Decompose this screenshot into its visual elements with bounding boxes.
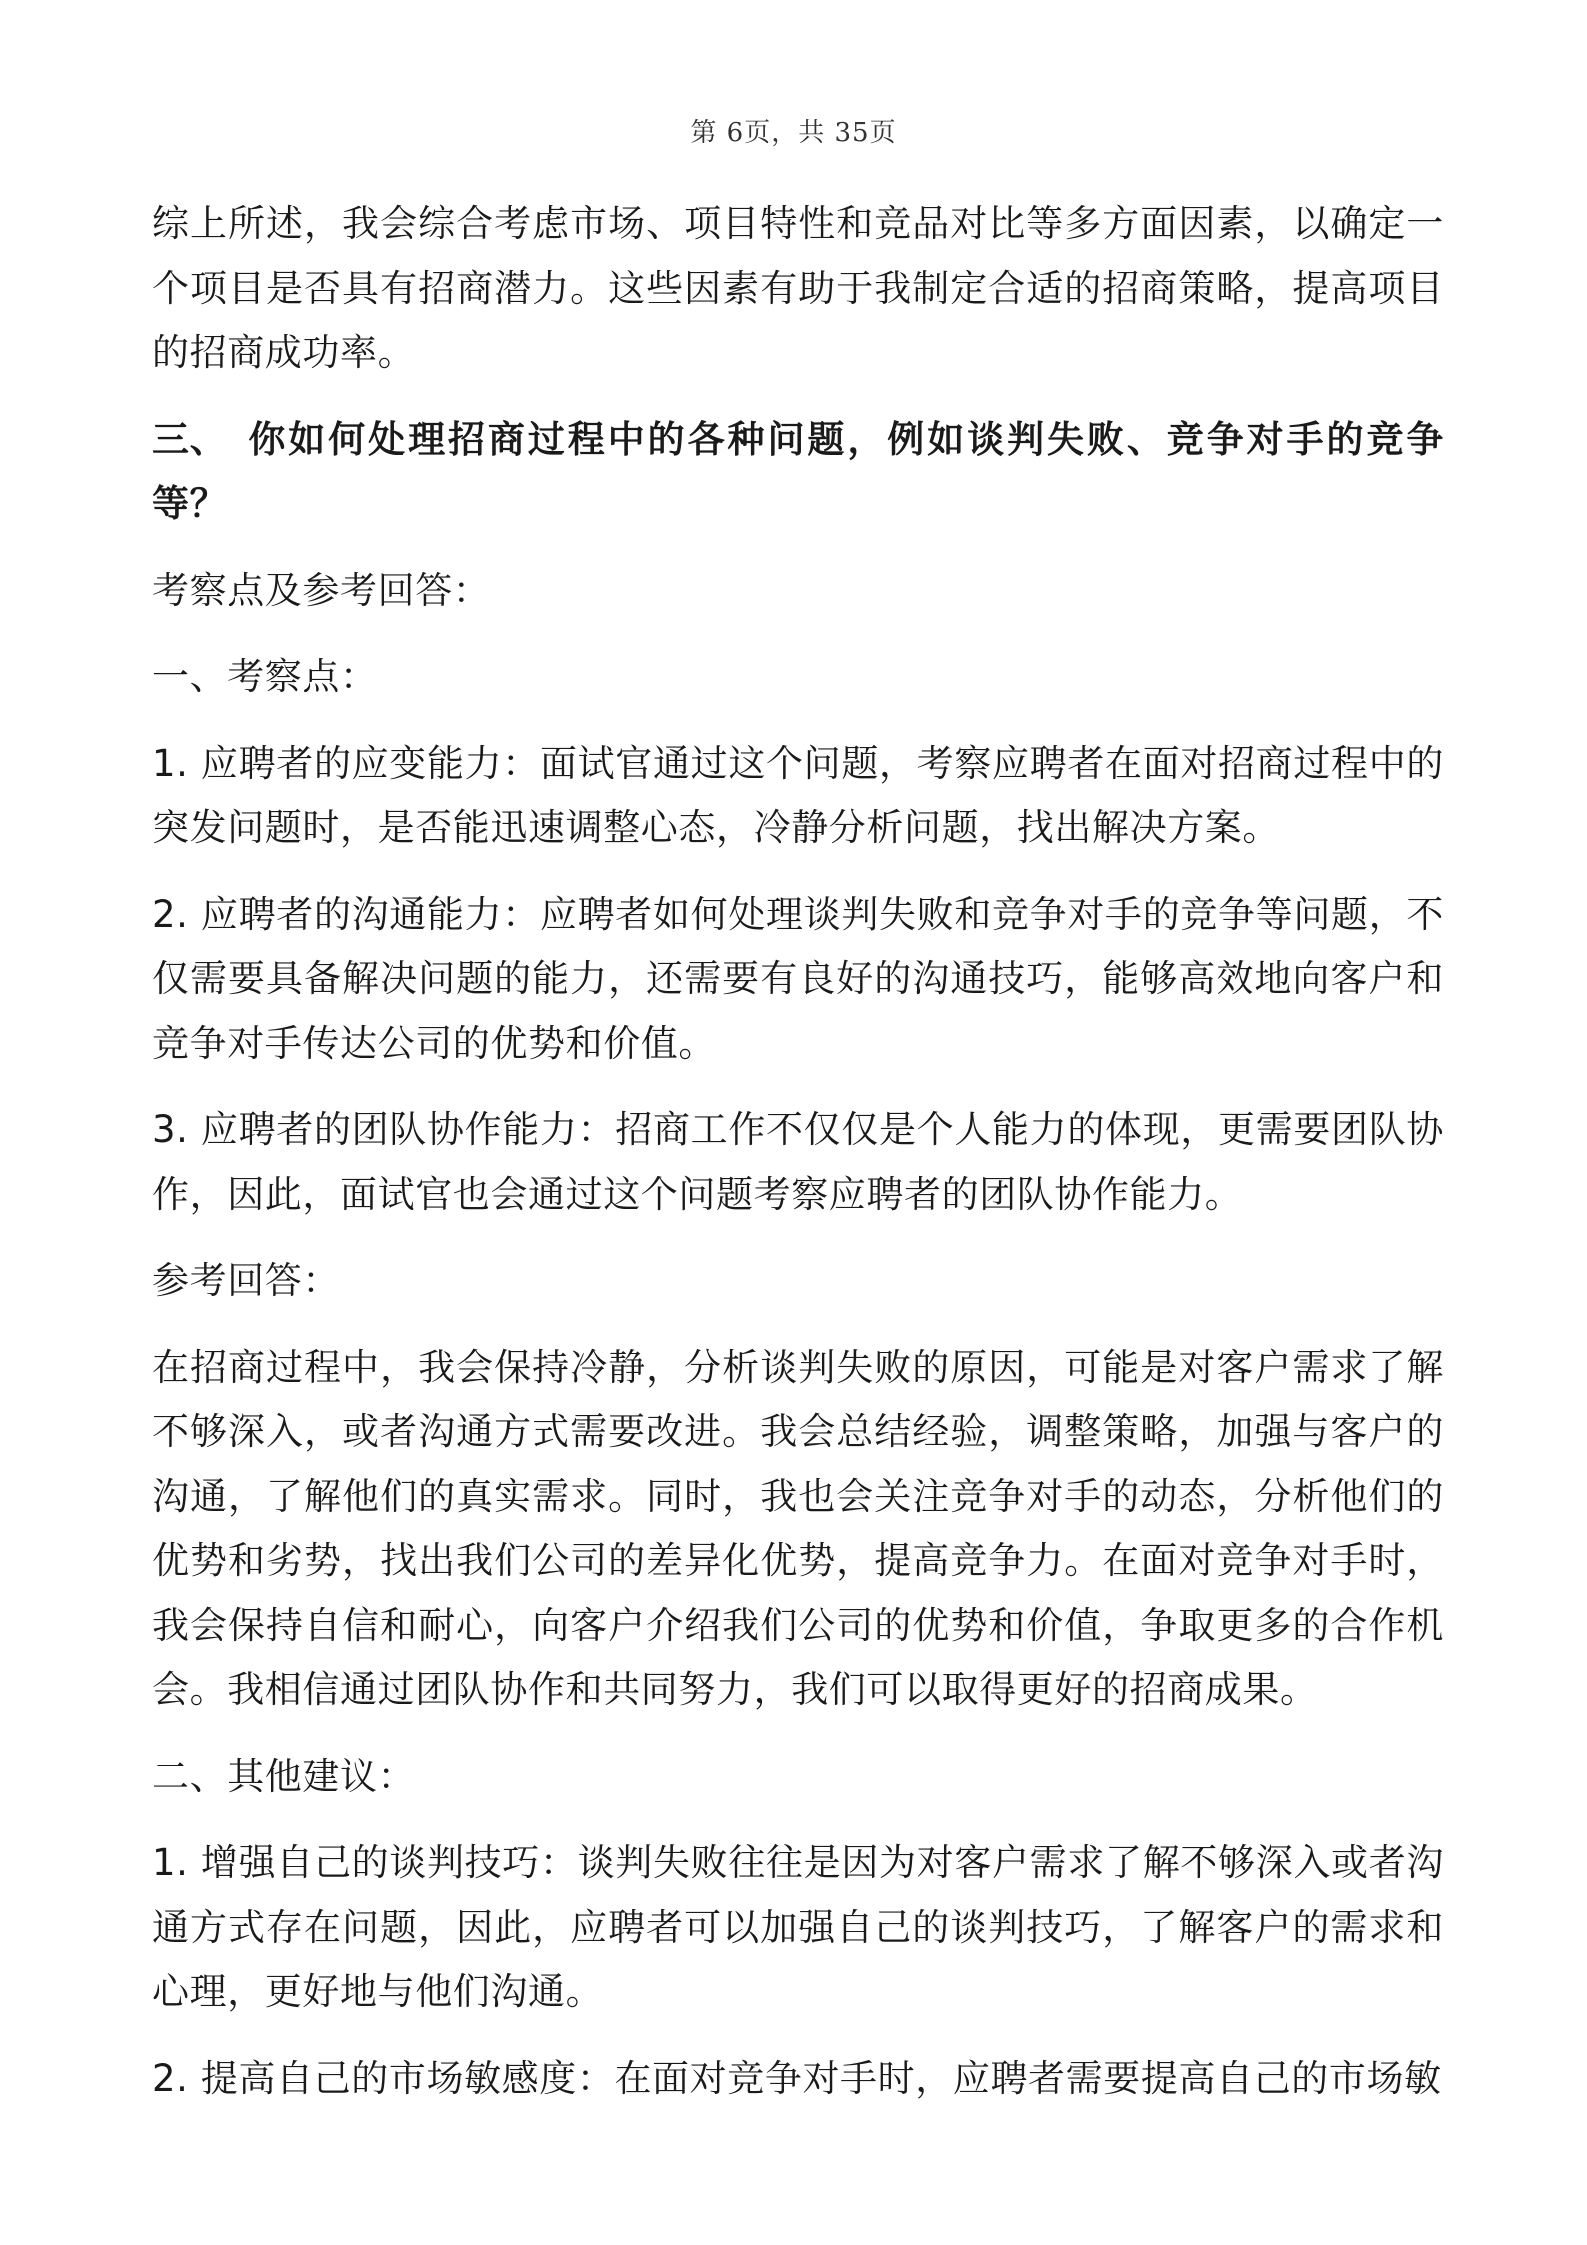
section-number: 三、 xyxy=(152,417,228,461)
suggestion-2: 2. 提高自己的市场敏感度：在面对竞争对手时，应聘者需要提高自己的市场敏 xyxy=(152,2056,1442,2100)
section-heading-text: 你如何处理招商过程中的各种问题，例如谈判失败、竞争对手的竞争等？ xyxy=(152,417,1444,525)
evaluation-point-3: 3. 应聘者的团队协作能力：招商工作不仅仅是个人能力的体现，更需要团队协作，因此，面试官也会通过这个问题考察应聘者的团队协作能力。 xyxy=(152,1108,1444,1216)
summary-paragraph: 综上所述，我会综合考虑市场、项目特性和竞品对比等多方面因素，以确定一个项目是否具有招商潜力。这些因素有助于我制定合适的招商策略，提高项目的招商成功率。 xyxy=(152,202,1444,374)
subheading-evaluation-points: 一、考察点： xyxy=(152,655,378,698)
document-body xyxy=(152,192,1444,2133)
suggestion-1: 1. 增强自己的谈判技巧：谈判失败往往是因为对客户需求了解不够深入或者沟通方式存在问题，因此，应聘者可以加强自己的谈判技巧，了解客户的需求和心理，更好地与他们沟通。 xyxy=(152,1841,1444,2013)
evaluation-point-2: 2. 应聘者的沟通能力：应聘者如何处理谈判失败和竞争对手的竞争等问题，不仅需要具备解决问题的能力，还需要有良好的沟通技巧，能够高效地向客户和竞争对手传达公司的优势和价值。 xyxy=(152,892,1444,1065)
subheading-other-suggestions: 二、其他建议： xyxy=(152,1754,416,1798)
evaluation-intro: 考察点及参考回答： xyxy=(152,568,491,612)
reference-answer-text: 在招商过程中，我会保持冷静，分析谈判失败的原因，可能是对客户需求了解不够深入，或者沟通方式需要改进。我会总结经验，调整策略，加强与客户的沟通，了解他们的真实需求。同时，我也会关注竞争对手的动态，分析他们的优势和劣势，找出我们公司的差异化优势，提高竞争力。在面对竞争对手时，我会保持自信和耐心，向客户介绍我们公司的优势和价值，争取更多的合作机会。我相信通过团队协作和共同努力，我们可以取得更好的招商成果。 xyxy=(152,1345,1444,1711)
reference-answer-label: 参考回答： xyxy=(152,1259,340,1302)
page-indicator: 第 6页，共 35页 xyxy=(690,118,897,148)
evaluation-point-1: 1. 应聘者的应变能力：面试官通过这个问题，考察应聘者在面对招商过程中的突发问题时，是否能迅速调整心态，冷静分析问题，找出解决方案。 xyxy=(152,741,1444,849)
section-heading-3 xyxy=(152,408,1444,537)
